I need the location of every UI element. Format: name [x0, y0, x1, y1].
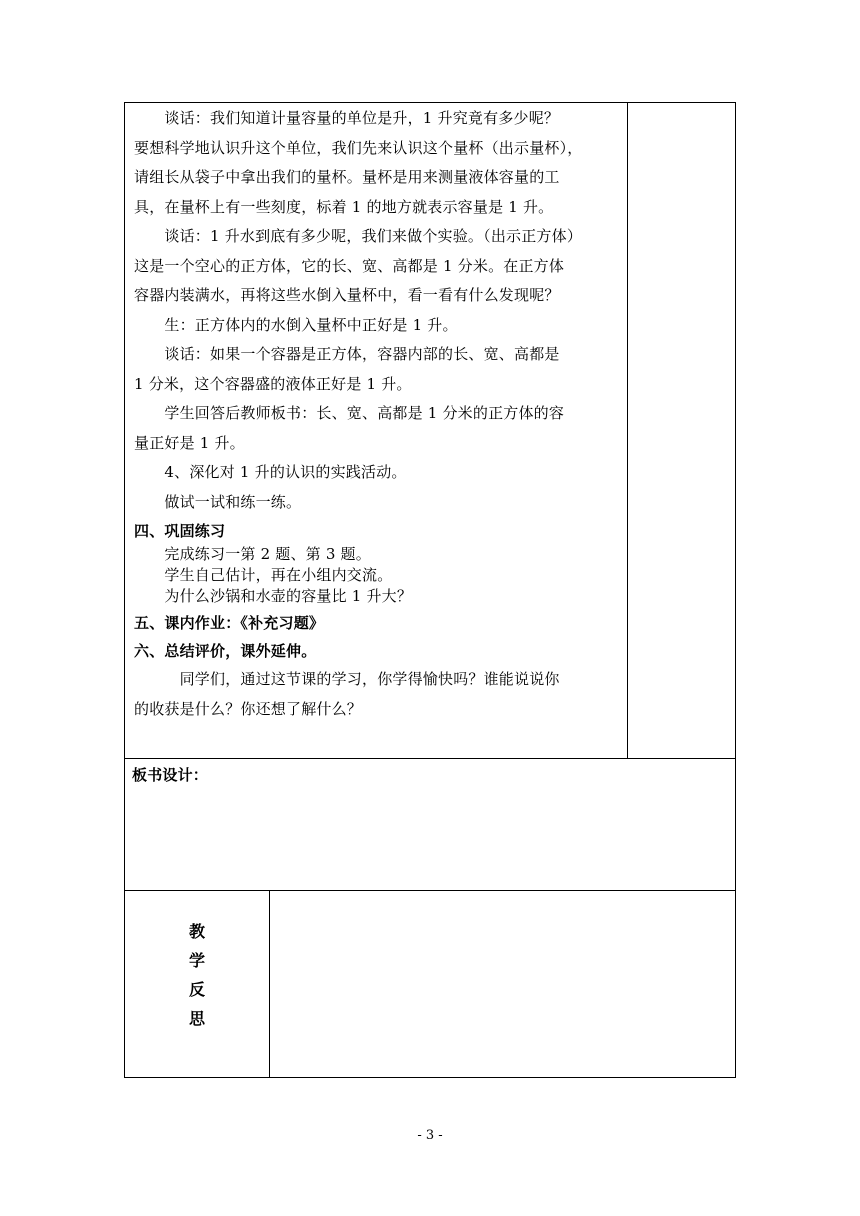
- reflection-column-divider: [269, 890, 270, 1078]
- page-number: - 3 -: [417, 1128, 443, 1143]
- closing-line-1: 同学们，通过这节课的学习，你学得愉快吗？谁能说说你: [134, 670, 560, 688]
- body-line-1: 谈话：我们知道计量容量的单位是升，1 升究竟有多少呢？: [134, 109, 560, 127]
- body-line-14: 做试一试和练一练。: [134, 492, 302, 511]
- body-line-6: 这是一个空心的正方体，它的长、宽、高都是 1 分米。在正方体: [134, 256, 565, 275]
- body-line-12: 量正好是 1 升。: [134, 433, 245, 452]
- section-4-heading: 四、巩固练习: [134, 522, 226, 540]
- body-line-8: 生：正方体内的水倒入量杯中正好是 1 升。: [134, 315, 458, 334]
- body-line-13: 4、深化对 1 升的认识的实践活动。: [134, 463, 407, 481]
- reflection-char-1: 教: [188, 922, 205, 941]
- closing-line-2: 的收获是什么？你还想了解什么？: [134, 699, 363, 718]
- body-line-10: 1 分米，这个容器盛的液体正好是 1 升。: [134, 374, 412, 393]
- section-5-heading: 五、课内作业：《补充习题》: [134, 614, 325, 632]
- body-line-4: 具，在量杯上有一些刻度，标着 1 的地方就表示容量是 1 升。: [134, 197, 554, 216]
- row-divider-2: [124, 890, 736, 891]
- body-line-5: 谈话：1 升水到底有多少呢，我们来做个实验。（出示正方体）: [134, 227, 583, 245]
- body-line-2: 要想科学地认识升这个单位，我们先来认识这个量杯（出示量杯），: [134, 138, 583, 157]
- body-line-7: 容器内装满水，再将这些水倒入量杯中，看一看有什么发现呢？: [134, 286, 560, 304]
- body-line-11: 学生回答后教师板书：长、宽、高都是 1 分米的正方体的容: [134, 404, 565, 422]
- section-4-line-1: 完成练习一第 2 题、第 3 题。: [134, 545, 371, 563]
- reflection-char-2: 学: [188, 951, 205, 970]
- row-divider-1: [124, 758, 736, 759]
- body-line-9: 谈话：如果一个容器是正方体，容器内部的长、宽、高都是: [134, 345, 560, 363]
- section-6-heading: 六、总结评价，课外延伸。: [134, 642, 317, 660]
- body-line-3: 请组长从袋子中拿出我们的量杯。量杯是用来测量液体容量的工: [134, 168, 560, 186]
- lesson-plan-table: [124, 102, 736, 1078]
- board-design-label: 板书设计：: [132, 766, 209, 784]
- reflection-char-3: 反: [188, 980, 205, 999]
- reflection-char-4: 思: [188, 1009, 205, 1028]
- section-4-line-3: 为什么沙锅和水壶的容量比 1 升大？: [134, 587, 413, 605]
- section-4-line-2: 学生自己估计，再在小组内交流。: [134, 566, 393, 584]
- side-column-divider: [627, 102, 628, 758]
